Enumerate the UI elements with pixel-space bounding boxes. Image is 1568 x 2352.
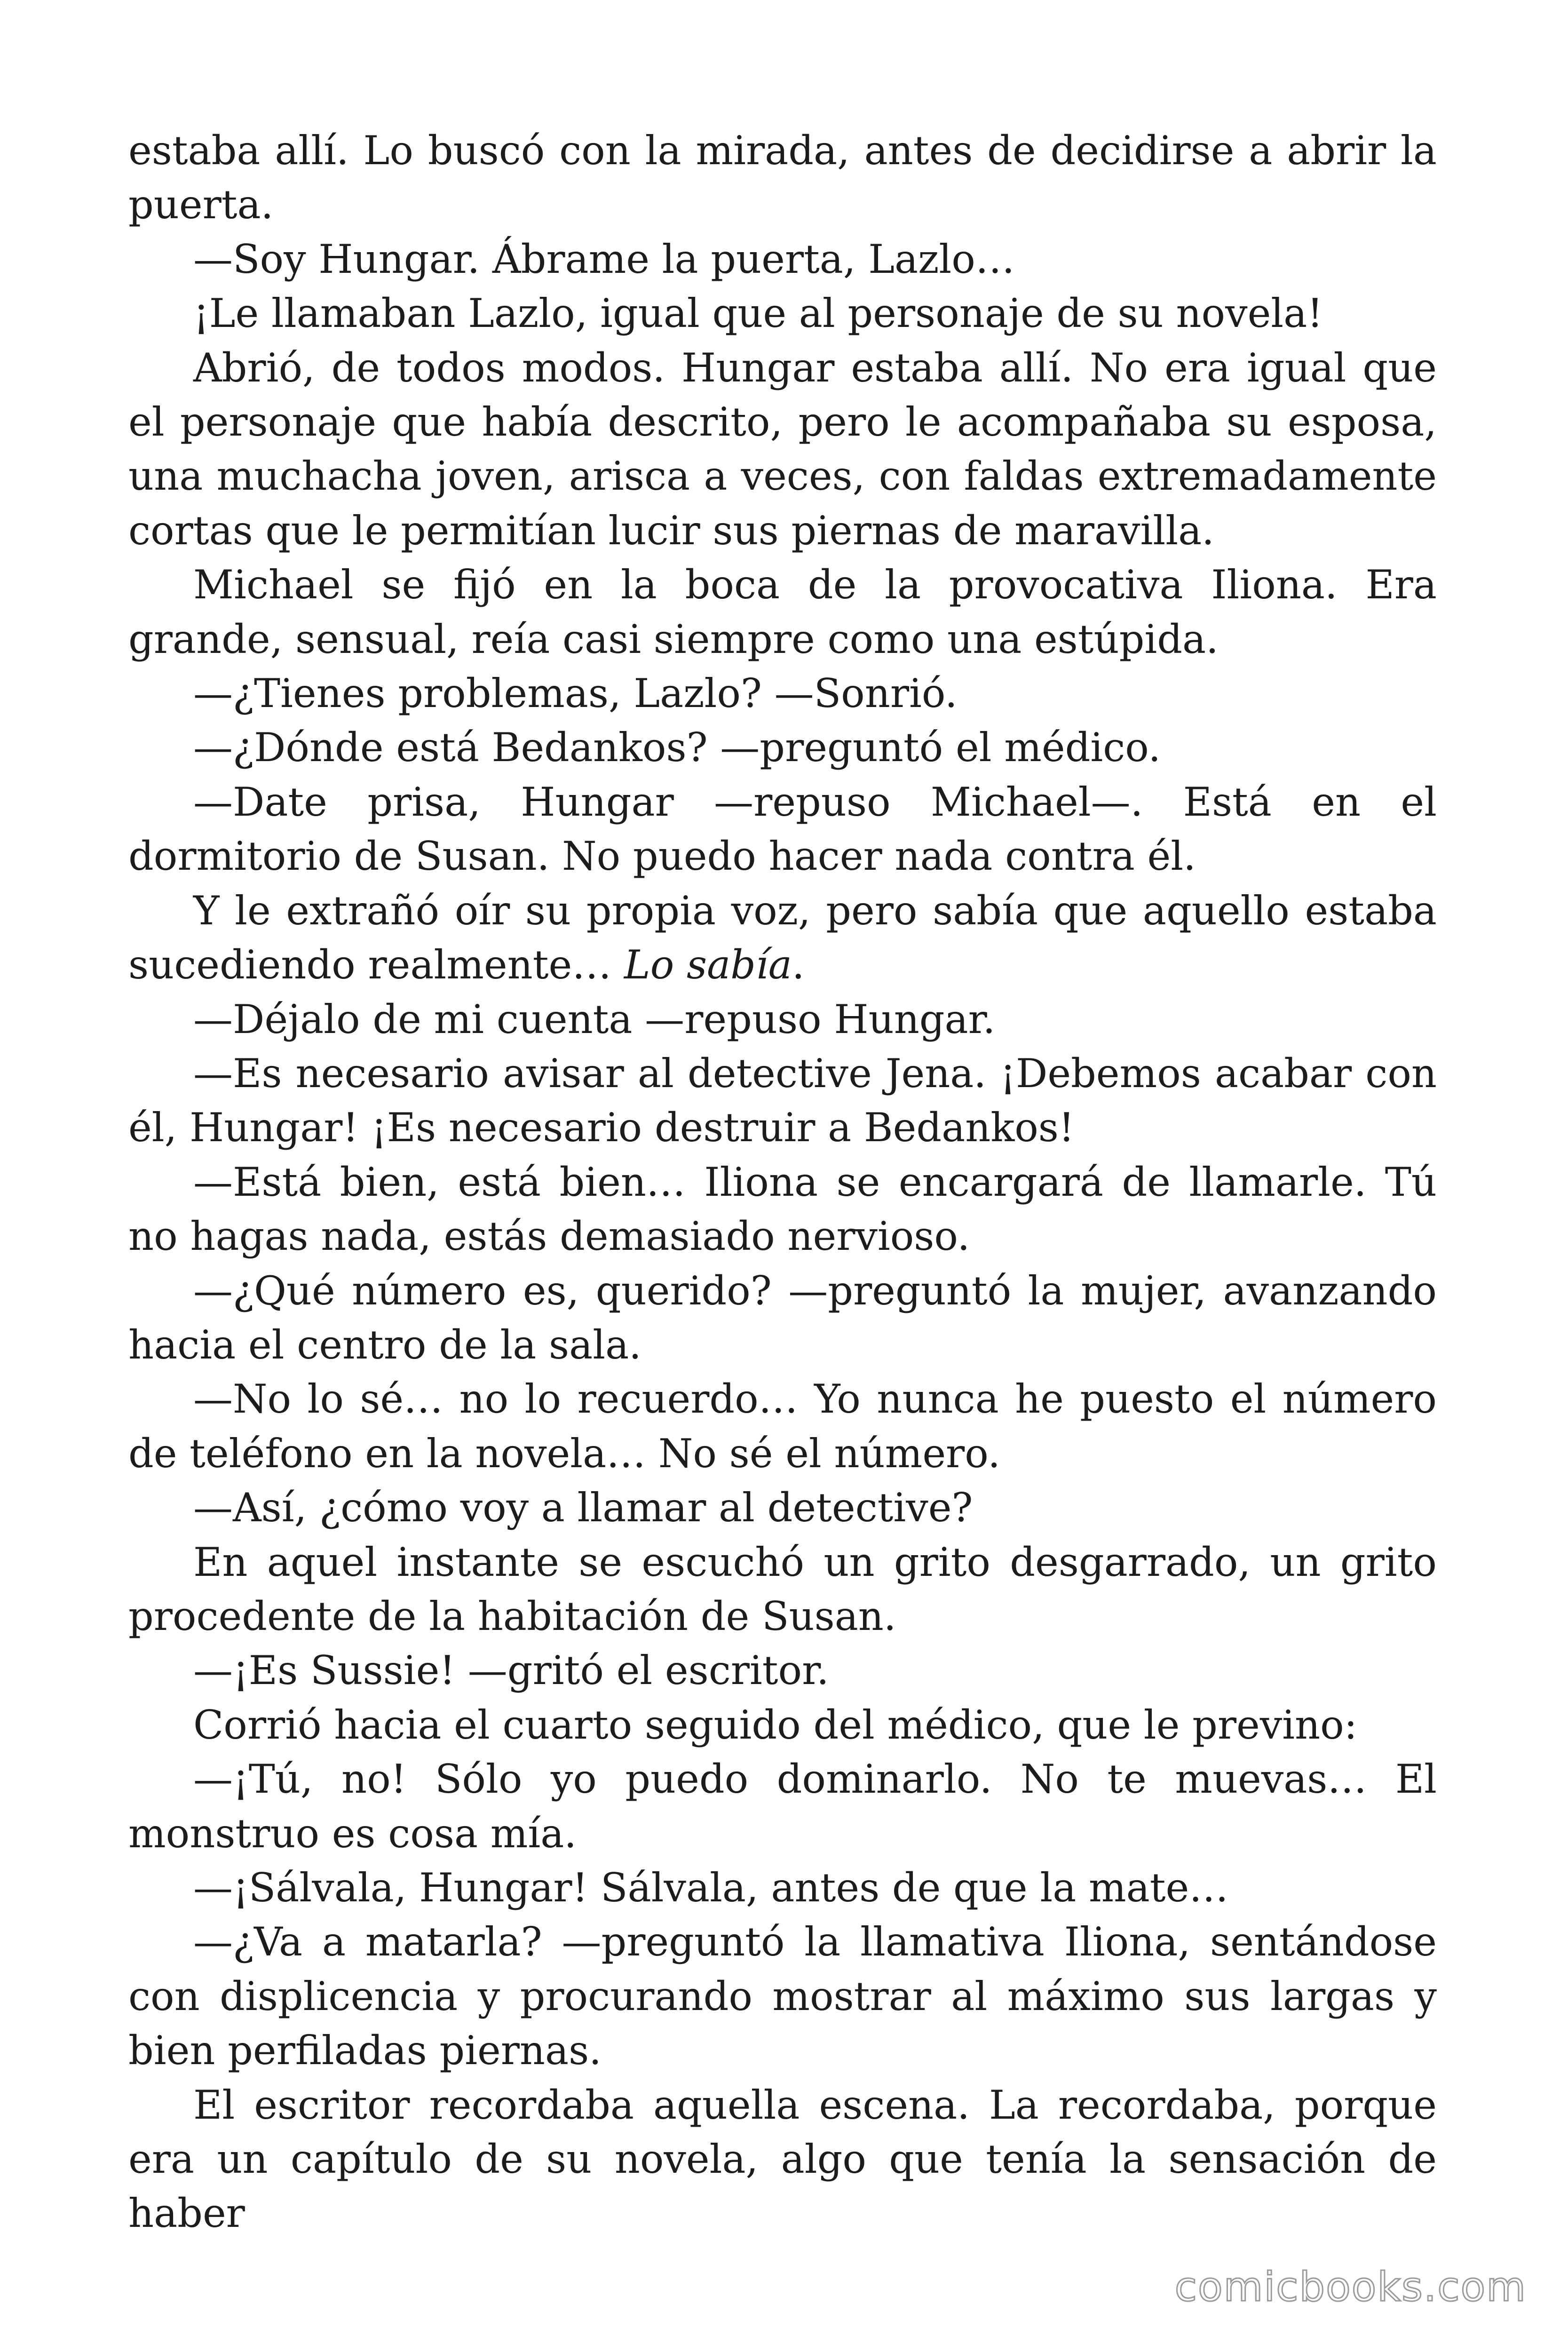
paragraph: —Soy Hungar. Ábrame la puerta, Lazlo… [193, 236, 1015, 282]
paragraph: —No lo sé… no lo recuerdo… Yo nunca he puesto el número de teléfono en la novela… No sé el número. [128, 1376, 1437, 1477]
emphasis-text: Lo sabía [624, 942, 792, 988]
paragraph: Michael se fijó en la boca de la provocativa Iliona. Era grande, sensual, reía casi siempre como una estúpida. [128, 562, 1437, 662]
paragraph: —Está bien, está bien… Iliona se encargará de llamarle. Tú no hagas nada, estás demasiado nervioso. [128, 1159, 1437, 1260]
paragraph: —¡Tú, no! Sólo yo puedo dominarlo. No te muevas… El monstruo es cosa mía. [128, 1756, 1437, 1857]
paragraph: Corrió hacia el cuarto seguido del médico, que le previno: [193, 1701, 1358, 1748]
paragraph: —Déjalo de mi cuenta —repuso Hungar. [193, 996, 996, 1042]
paragraph-text: Y le extrañó oír su propia voz, pero sabía que aquello estaba sucediendo realmente… [128, 887, 1437, 988]
paragraph: —¡Sálvala, Hungar! Sálvala, antes de que la mate… [193, 1865, 1229, 1911]
paragraph-text-end: . [792, 942, 805, 988]
paragraph: —¡Es Sussie! —gritó el escritor. [193, 1647, 829, 1694]
paragraph [128, 884, 1437, 993]
paragraph: —Así, ¿cómo voy a llamar al detective? [193, 1485, 973, 1531]
paragraph: En aquel instante se escuchó un grito desgarrado, un grito procedente de la habitación de Susan. [128, 1539, 1437, 1639]
paragraph: —¿Tienes problemas, Lazlo? —Sonrió. [193, 670, 958, 717]
paragraph: —¿Va a matarla? —preguntó la llamativa Iliona, sentándose con displicencia y procurando mostrar al máximo sus largas y bien perfiladas piernas. [128, 1919, 1437, 2074]
paragraph: ¡Le llamaban Lazlo, igual que al personaje de su novela! [193, 290, 1323, 337]
paragraph: —Date prisa, Hungar —repuso Michael—. Está en el dormitorio de Susan. No puedo hacer nada contra él. [128, 779, 1437, 880]
watermark: comicbooks.com [1174, 2264, 1527, 2311]
paragraph: Abrió, de todos modos. Hungar estaba allí. No era igual que el personaje que había descrito, pero le acompañaba su esposa, una muchacha joven, arisca a veces, con faldas extremadamente cortas que le permitían lucir sus piernas de maravilla. [128, 344, 1437, 554]
paragraph: El escritor recordaba aquella escena. La recordaba, porque era un capítulo de su novela, algo que tenía la sensación de haber [128, 2082, 1437, 2237]
paragraph: —¿Qué número es, querido? —preguntó la mujer, avanzando hacia el centro de la sala. [128, 1267, 1437, 1368]
body-text [128, 124, 1437, 2241]
paragraph: —¿Dónde está Bedankos? —preguntó el médico. [193, 724, 1161, 771]
paragraph: estaba allí. Lo buscó con la mirada, antes de decidirse a abrir la puerta. [128, 127, 1437, 228]
paragraph: —Es necesario avisar al detective Jena. ¡Debemos acabar con él, Hungar! ¡Es necesario destruir a Bedankos! [128, 1050, 1437, 1151]
